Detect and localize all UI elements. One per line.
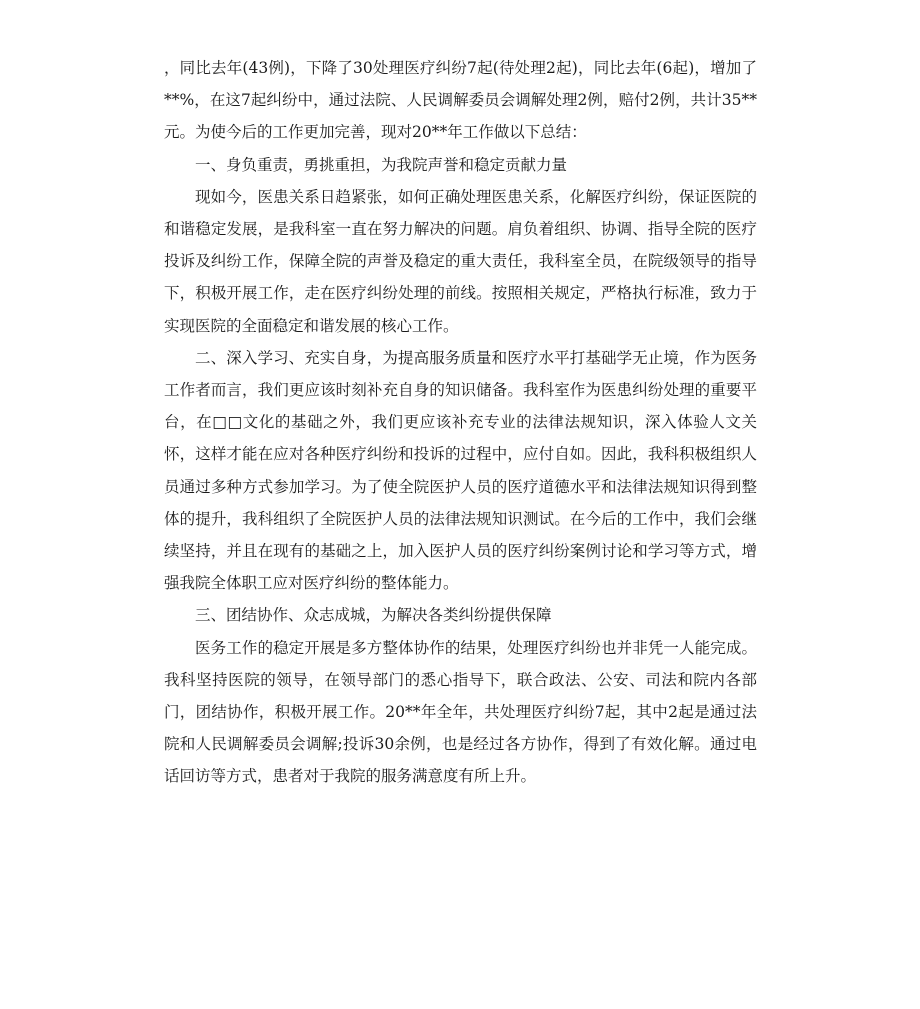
paragraph-intro: ，同比去年(43例)，下降了30处理医疗纠纷7起(待处理2起)，同比去年(6起)，增加了**%，在这7起纠纷中，通过法院、人民调解委员会调解处理2例，赔付2例，共计35**元。为使今后的工作更加完善，现对20**年工作做以下总结： xyxy=(164,59,757,142)
section-heading-1: 一、身负重责，勇挑重担，为我院声誉和稳定贡献力量 xyxy=(195,155,568,174)
document-body xyxy=(164,52,757,793)
paragraph-section-1: 现如今，医患关系日趋紧张，如何正确处理医患关系，化解医疗纠纷，保证医院的和谐稳定发展，是我科室一直在努力解决的问题。肩负着组织、协调、指导全院的医疗投诉及纠纷工作，保障全院的声誉及稳定的重大责任，我科室全员，在院级领导的指导下，积极开展工作，走在医疗纠纷处理的前线。按照相关规定，严格执行标准，致力于实现医院的全面稳定和谐发展的核心工作。 xyxy=(164,187,757,335)
paragraph-section-2: 二、深入学习、充实自身，为提高服务质量和医疗水平打基础学无止境，作为医务工作者而言，我们更应该时刻补充自身的知识储备。我科室作为医患纠纷处理的重要平台，在□□文化的基础之外，我们更应该补充专业的法律法规知识，深入体验人文关怀，这样才能在应对各种医疗纠纷和投诉的过程中，应付自如。因此，我科积极组织人员通过多种方式参加学习。为了使全院医护人员的医疗道德水平和法律法规知识得到整体的提升，我科组织了全院医护人员的法律法规知识测试。在今后的工作中，我们会继续坚持，并且在现有的基础之上，加入医护人员的医疗纠纷案例讨论和学习等方式，增强我院全体职工应对医疗纠纷的整体能力。 xyxy=(164,348,757,593)
paragraph-section-3: 医务工作的稳定开展是多方整体协作的结果，处理医疗纠纷也并非凭一人能完成。我科坚持医院的领导，在领导部门的悉心指导下，联合政法、公安、司法和院内各部门，团结协作，积极开展工作。20**年全年，共处理医疗纠纷7起，其中2起是通过法院和人民调解委员会调解;投诉30余例，也是经过各方协作，得到了有效化解。通过电话回访等方式，患者对于我院的服务满意度有所上升。 xyxy=(164,638,757,786)
section-heading-3: 三、团结协作、众志成城，为解决各类纠纷提供保障 xyxy=(195,606,552,625)
